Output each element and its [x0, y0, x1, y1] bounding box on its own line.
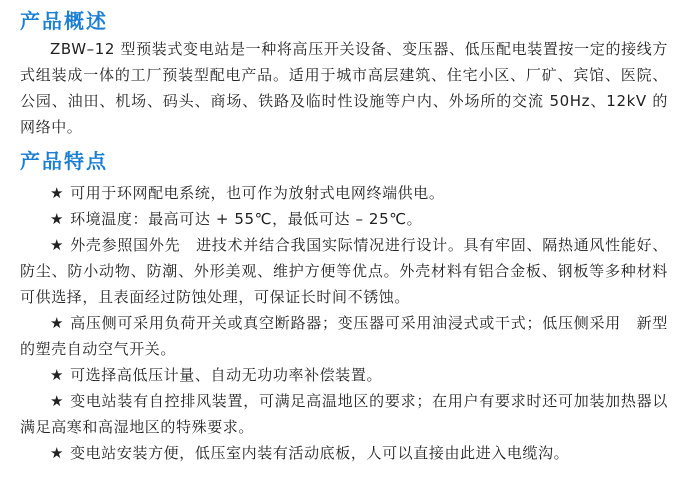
star-icon: ★: [50, 236, 65, 254]
star-icon: ★: [50, 366, 65, 384]
star-icon: ★: [50, 444, 65, 462]
feature-text: 可用于环网配电系统，也可作为放射式电网终端供电。: [70, 184, 445, 202]
feature-text: 变电站安装方便，低压室内装有活动底板，人可以直接由此进入电缆沟。: [70, 444, 570, 462]
feature-item: [20, 440, 668, 466]
feature-item: [20, 206, 668, 232]
overview-title: 产品概述: [20, 9, 108, 33]
feature-text: 高压侧可采用负荷开关或真空断路器；变压器可采用油浸式或干式；低压侧采用 新型的塑壳自动空气开关。: [20, 314, 668, 358]
feature-item: [20, 362, 668, 388]
star-icon: ★: [50, 314, 65, 332]
feature-item: [20, 388, 668, 440]
feature-text: 环境温度：最高可达 + 55℃，最低可达 – 25℃。: [70, 210, 423, 228]
star-icon: ★: [50, 210, 65, 228]
feature-item: [20, 310, 668, 362]
feature-item: [20, 180, 668, 206]
feature-item: [20, 232, 668, 310]
star-icon: ★: [50, 184, 65, 202]
feature-text: 可选择高低压计量、自动无功功率补偿装置。: [70, 366, 383, 384]
star-icon: ★: [50, 392, 65, 410]
feature-list: [20, 180, 668, 466]
features-title: 产品特点: [20, 149, 108, 173]
feature-text: 外壳参照国外先 进技术并结合我国实际情况进行设计。具有牢固、隔热通风性能好、防尘、防小动物、防潮、外形美观、维护方便等优点。外壳材料有铝合金板、钢板等多种材料可供选择，且表面经过防蚀处理，可保证长时间不锈蚀。: [20, 236, 668, 306]
feature-text: 变电站装有自控排风装置，可满足高温地区的要求；在用户有要求时还可加装加热器以满足高寒和高湿地区的特殊要求。: [20, 392, 668, 436]
overview-paragraph: ZBW–12 型预装式变电站是一种将高压开关设备、变压器、低压配电装置按一定的接线方式组装成一体的工厂预装型配电产品。适用于城市高层建筑、住宅小区、厂矿、宾馆、医院、公园、油田、机场、码头、商场、铁路及临时性设施等户内、外场所的交流 50Hz、12kV 的网络中。: [20, 40, 668, 136]
